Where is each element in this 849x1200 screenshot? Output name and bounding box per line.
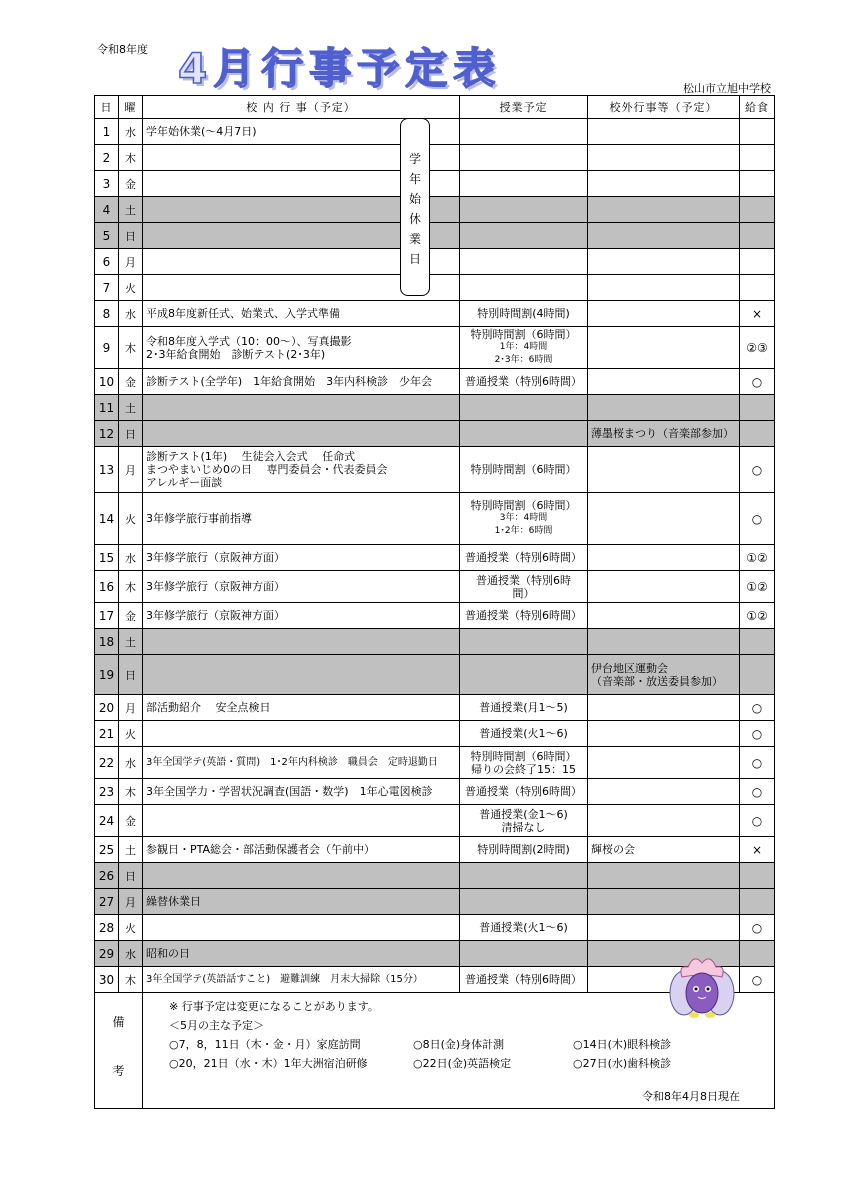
school-event-line: アレルギー面談	[146, 476, 223, 489]
table-row	[95, 301, 775, 327]
school-event-cell	[143, 915, 460, 941]
table-row	[95, 747, 775, 779]
table-row	[95, 603, 775, 629]
day-cell: 4	[95, 197, 119, 223]
outside-event-cell	[588, 629, 740, 655]
day-cell: 17	[95, 603, 119, 629]
table-row	[95, 695, 775, 721]
outside-event-cell	[588, 145, 740, 171]
outside-event-cell	[588, 747, 740, 779]
notes-label	[95, 993, 143, 1109]
school-event-cell: 3年全国学テ(英語話すこと) 避難訓練 月末大掃除（15分）	[143, 967, 460, 993]
outside-event-cell	[588, 447, 740, 493]
day-cell: 18	[95, 629, 119, 655]
may-item: ○22日(金)英語検定	[413, 1057, 512, 1070]
day-cell: 21	[95, 721, 119, 747]
outside-event-cell	[588, 197, 740, 223]
class-plan-sub: 2･3年：6時間	[494, 355, 553, 365]
class-plan-cell	[460, 223, 588, 249]
class-plan-line: 普通授業（特別6時	[476, 573, 571, 587]
school-event-cell: 3年修学旅行（京阪神方面）	[143, 545, 460, 571]
class-plan-cell	[460, 493, 588, 545]
weekday-cell: 火	[119, 493, 143, 545]
table-row	[95, 863, 775, 889]
outside-event-cell	[588, 805, 740, 837]
weekday-cell: 火	[119, 915, 143, 941]
class-plan-cell: 特別時間割(2時間)	[460, 837, 588, 863]
school-event-cell: 平成8年度新任式、始業式、入学式準備	[143, 301, 460, 327]
class-plan-cell	[460, 571, 588, 603]
class-plan-sub: 1年：4時間	[499, 342, 548, 352]
class-plan-line: 普通授業(金1～6)	[479, 807, 568, 821]
vacation-char: 業	[408, 232, 421, 246]
outside-event-cell	[588, 721, 740, 747]
class-plan-cell	[460, 941, 588, 967]
outside-event-cell	[588, 655, 740, 695]
as-of-date: 令和8年4月8日現在	[642, 1090, 740, 1103]
class-plan-cell: 普通授業（特別6時間）	[460, 967, 588, 993]
may-item: ○20，21日（水・木）1年大洲宿泊研修	[169, 1057, 368, 1070]
class-plan-cell	[460, 863, 588, 889]
outside-event-cell: 薄墨桜まつり（音楽部参加）	[588, 421, 740, 447]
weekday-cell: 木	[119, 327, 143, 369]
lunch-cell: ○	[740, 447, 775, 493]
col-header-weekday: 曜	[119, 96, 143, 119]
day-cell: 5	[95, 223, 119, 249]
weekday-cell: 日	[119, 655, 143, 695]
day-cell: 1	[95, 119, 119, 145]
weekday-cell: 木	[119, 571, 143, 603]
notes-may-line-2	[169, 1054, 748, 1073]
outside-event-cell: 輝桜の会	[588, 837, 740, 863]
lunch-cell	[740, 941, 775, 967]
weekday-cell: 日	[119, 863, 143, 889]
weekday-cell: 水	[119, 545, 143, 571]
table-row	[95, 145, 775, 171]
class-plan-cell: 普通授業（特別6時間）	[460, 545, 588, 571]
school-event-cell	[143, 629, 460, 655]
day-cell: 3	[95, 171, 119, 197]
school-event-cell: 3年全国学テ(英語・質問) 1･2年内科検診 職員会 定時退勤日	[143, 747, 460, 779]
table-row	[95, 889, 775, 915]
lunch-cell	[740, 655, 775, 695]
table-header-row	[95, 96, 775, 119]
vacation-char: 始	[408, 192, 421, 206]
notes-may-line-1	[169, 1035, 748, 1054]
class-plan-cell	[460, 171, 588, 197]
table-row	[95, 805, 775, 837]
school-event-cell: 昭和の日	[143, 941, 460, 967]
lunch-cell: ①②	[740, 571, 775, 603]
lunch-cell	[740, 223, 775, 249]
lunch-cell: ○	[740, 967, 775, 993]
day-cell: 14	[95, 493, 119, 545]
table-row	[95, 395, 775, 421]
col-header-class-plan: 授業予定	[460, 96, 588, 119]
table-row	[95, 545, 775, 571]
school-event-cell: 診断テスト(全学年) 1年給食開始 3年内科検診 少年会	[143, 369, 460, 395]
day-cell: 25	[95, 837, 119, 863]
outside-event-line: （音楽部・放送委員参加）	[591, 674, 723, 688]
lunch-cell	[740, 889, 775, 915]
weekday-cell: 水	[119, 941, 143, 967]
weekday-cell: 月	[119, 447, 143, 493]
notes-may-heading: ＜5月の主な予定＞	[169, 1019, 264, 1032]
weekday-cell: 木	[119, 145, 143, 171]
day-cell: 9	[95, 327, 119, 369]
school-event-line: 診断テスト(1年) 生徒会入会式 任命式	[146, 450, 356, 463]
weekday-cell: 水	[119, 301, 143, 327]
table-row	[95, 655, 775, 695]
class-plan-cell	[460, 395, 588, 421]
lunch-cell: ○	[740, 805, 775, 837]
day-cell: 8	[95, 301, 119, 327]
school-event-cell	[143, 395, 460, 421]
school-event-cell	[143, 327, 460, 369]
outside-event-cell	[588, 695, 740, 721]
lunch-cell: ×	[740, 301, 775, 327]
table-row	[95, 197, 775, 223]
day-cell: 15	[95, 545, 119, 571]
school-event-cell	[143, 447, 460, 493]
lunch-cell: ○	[740, 915, 775, 941]
school-event-cell: 3年修学旅行（京阪神方面）	[143, 603, 460, 629]
day-cell: 29	[95, 941, 119, 967]
class-plan-cell	[460, 629, 588, 655]
may-item: ○8日(金)身体計測	[413, 1038, 505, 1051]
outside-event-cell	[588, 171, 740, 197]
weekday-cell: 水	[119, 747, 143, 779]
weekday-cell: 木	[119, 779, 143, 805]
schedule-body	[95, 119, 775, 993]
weekday-cell: 金	[119, 603, 143, 629]
weekday-cell: 土	[119, 629, 143, 655]
school-name: 松山市立旭中学校	[683, 82, 771, 95]
class-plan-cell	[460, 145, 588, 171]
weekday-cell: 火	[119, 721, 143, 747]
day-cell: 16	[95, 571, 119, 603]
class-plan-cell	[460, 655, 588, 695]
lunch-cell	[740, 145, 775, 171]
day-cell: 26	[95, 863, 119, 889]
lunch-cell: ①②	[740, 603, 775, 629]
lunch-cell	[740, 119, 775, 145]
col-header-outside-events: 校外行事等（予定）	[588, 96, 740, 119]
school-event-cell	[143, 721, 460, 747]
may-item: ○7，8，11日（木・金・月）家庭訪問	[169, 1038, 361, 1051]
day-cell: 10	[95, 369, 119, 395]
day-cell: 13	[95, 447, 119, 493]
table-row	[95, 629, 775, 655]
class-plan-cell	[460, 275, 588, 301]
school-event-cell: 学年始休業(～4月7日)	[143, 119, 460, 145]
page-title: 4月行事予定表	[178, 44, 502, 93]
weekday-cell: 火	[119, 275, 143, 301]
table-row	[95, 421, 775, 447]
table-row	[95, 915, 775, 941]
class-plan-cell: 普通授業(火1～6)	[460, 915, 588, 941]
table-row	[95, 493, 775, 545]
table-row	[95, 837, 775, 863]
class-plan-cell	[460, 249, 588, 275]
table-row	[95, 369, 775, 395]
day-cell: 24	[95, 805, 119, 837]
table-row	[95, 447, 775, 493]
lunch-cell: ○	[740, 695, 775, 721]
outside-event-cell	[588, 571, 740, 603]
class-plan-line: 帰りの会終了15：15	[471, 762, 576, 776]
weekday-cell: 月	[119, 249, 143, 275]
day-cell: 2	[95, 145, 119, 171]
outside-event-cell	[588, 119, 740, 145]
class-plan-cell: 普通授業（特別6時間）	[460, 779, 588, 805]
school-event-cell	[143, 805, 460, 837]
outside-event-cell	[588, 779, 740, 805]
notes-label-bottom: 考	[112, 1064, 125, 1078]
day-cell: 7	[95, 275, 119, 301]
class-plan-main: 特別時間割（6時間）	[470, 328, 577, 341]
class-plan-cell	[460, 197, 588, 223]
weekday-cell: 金	[119, 805, 143, 837]
class-plan-cell	[460, 805, 588, 837]
weekday-cell: 日	[119, 223, 143, 249]
outside-event-cell	[588, 327, 740, 369]
school-event-cell: 参観日・PTA総会・部活動保護者会（午前中）	[143, 837, 460, 863]
outside-event-cell	[588, 301, 740, 327]
class-plan-cell: 特別時間割(4時間)	[460, 301, 588, 327]
fiscal-year-label: 令和8年度	[97, 43, 148, 56]
day-cell: 28	[95, 915, 119, 941]
table-row	[95, 327, 775, 369]
school-event-cell	[143, 421, 460, 447]
school-event-cell: 3年修学旅行（京阪神方面）	[143, 571, 460, 603]
class-plan-cell: 普通授業（特別6時間）	[460, 603, 588, 629]
table-row	[95, 779, 775, 805]
class-plan-cell: 普通授業(火1～6)	[460, 721, 588, 747]
lunch-cell	[740, 863, 775, 889]
outside-event-line: 伊台地区運動会	[591, 661, 668, 675]
weekday-cell: 木	[119, 967, 143, 993]
class-plan-cell	[460, 747, 588, 779]
day-cell: 12	[95, 421, 119, 447]
class-plan-line: 特別時間割（6時間）	[470, 749, 577, 763]
outside-event-cell	[588, 493, 740, 545]
table-row	[95, 171, 775, 197]
lunch-cell	[740, 171, 775, 197]
weekday-cell: 金	[119, 171, 143, 197]
school-event-cell: 繰替休業日	[143, 889, 460, 915]
outside-event-cell	[588, 889, 740, 915]
outside-event-cell	[588, 863, 740, 889]
school-event-cell: 3年修学旅行事前指導	[143, 493, 460, 545]
school-event-line: 2･3年給食開始 診断テスト(2･3年)	[146, 347, 326, 361]
day-cell: 19	[95, 655, 119, 695]
weekday-cell: 水	[119, 119, 143, 145]
school-event-cell: 3年全国学力・学習状況調査(国語・数学) 1年心電図検診	[143, 779, 460, 805]
outside-event-cell	[588, 249, 740, 275]
lunch-cell	[740, 629, 775, 655]
lunch-cell: ①②	[740, 545, 775, 571]
day-cell: 22	[95, 747, 119, 779]
table-row	[95, 275, 775, 301]
class-plan-line: 清掃なし	[501, 820, 546, 834]
table-row	[95, 223, 775, 249]
lunch-cell	[740, 249, 775, 275]
table-row	[95, 571, 775, 603]
lunch-cell: ×	[740, 837, 775, 863]
weekday-cell: 月	[119, 889, 143, 915]
vacation-vertical-label	[400, 118, 430, 296]
weekday-cell: 土	[119, 395, 143, 421]
weekday-cell: 土	[119, 197, 143, 223]
class-plan-sub: 1･2年：6時間	[494, 526, 553, 536]
lunch-cell: ○	[740, 747, 775, 779]
notes-label-top: 備	[112, 1015, 125, 1029]
outside-event-cell	[588, 915, 740, 941]
col-header-lunch: 給食	[740, 96, 775, 119]
lunch-cell	[740, 275, 775, 301]
class-plan-cell	[460, 327, 588, 369]
school-event-cell: 部活動紹介 安全点検日	[143, 695, 460, 721]
weekday-cell: 金	[119, 369, 143, 395]
lunch-cell: ○	[740, 721, 775, 747]
outside-event-cell	[588, 603, 740, 629]
sakura-mascot-icon	[664, 953, 740, 1023]
day-cell: 6	[95, 249, 119, 275]
outside-event-cell	[588, 275, 740, 301]
day-cell: 11	[95, 395, 119, 421]
vacation-char: 休	[408, 212, 421, 226]
lunch-cell: ○	[740, 369, 775, 395]
day-cell: 20	[95, 695, 119, 721]
vacation-char: 日	[408, 252, 421, 266]
class-plan-line: 間）	[512, 586, 535, 600]
col-header-day: 日	[95, 96, 119, 119]
school-event-line: まつやまいじめ0の日 専門委員会・代表委員会	[146, 463, 388, 476]
weekday-cell: 日	[119, 421, 143, 447]
vacation-char: 年	[408, 172, 421, 186]
day-cell: 30	[95, 967, 119, 993]
school-event-cell	[143, 655, 460, 695]
lunch-cell	[740, 421, 775, 447]
school-event-line: 令和8年度入学式（10：00～）、写真撮影	[146, 334, 352, 348]
class-plan-cell	[460, 119, 588, 145]
weekday-cell: 土	[119, 837, 143, 863]
day-cell: 27	[95, 889, 119, 915]
school-event-cell	[143, 863, 460, 889]
outside-event-cell	[588, 369, 740, 395]
lunch-cell: ○	[740, 493, 775, 545]
class-plan-cell: 普通授業（特別6時間）	[460, 369, 588, 395]
class-plan-cell	[460, 421, 588, 447]
lunch-cell: ②③	[740, 327, 775, 369]
weekday-cell: 月	[119, 695, 143, 721]
lunch-cell: ○	[740, 779, 775, 805]
outside-event-cell	[588, 545, 740, 571]
lunch-cell	[740, 197, 775, 223]
table-row	[95, 721, 775, 747]
outside-event-cell	[588, 395, 740, 421]
col-header-school-events: 校 内 行 事（予定）	[143, 96, 460, 119]
class-plan-cell: 普通授業(月1～5)	[460, 695, 588, 721]
class-plan-cell: 特別時間割（6時間）	[460, 447, 588, 493]
class-plan-main: 特別時間割（6時間）	[470, 499, 577, 512]
class-plan-cell	[460, 889, 588, 915]
outside-event-cell	[588, 223, 740, 249]
lunch-cell	[740, 395, 775, 421]
day-cell: 23	[95, 779, 119, 805]
table-row	[95, 249, 775, 275]
may-item: ○14日(木)眼科検診	[573, 1038, 672, 1051]
vacation-char: 学	[408, 152, 421, 166]
class-plan-sub: 3年：4時間	[499, 513, 548, 523]
may-item: ○27日(水)歯科検診	[573, 1057, 672, 1070]
notes-warning: ※ 行事予定は変更になることがあります。	[169, 1000, 379, 1013]
table-row	[95, 119, 775, 145]
